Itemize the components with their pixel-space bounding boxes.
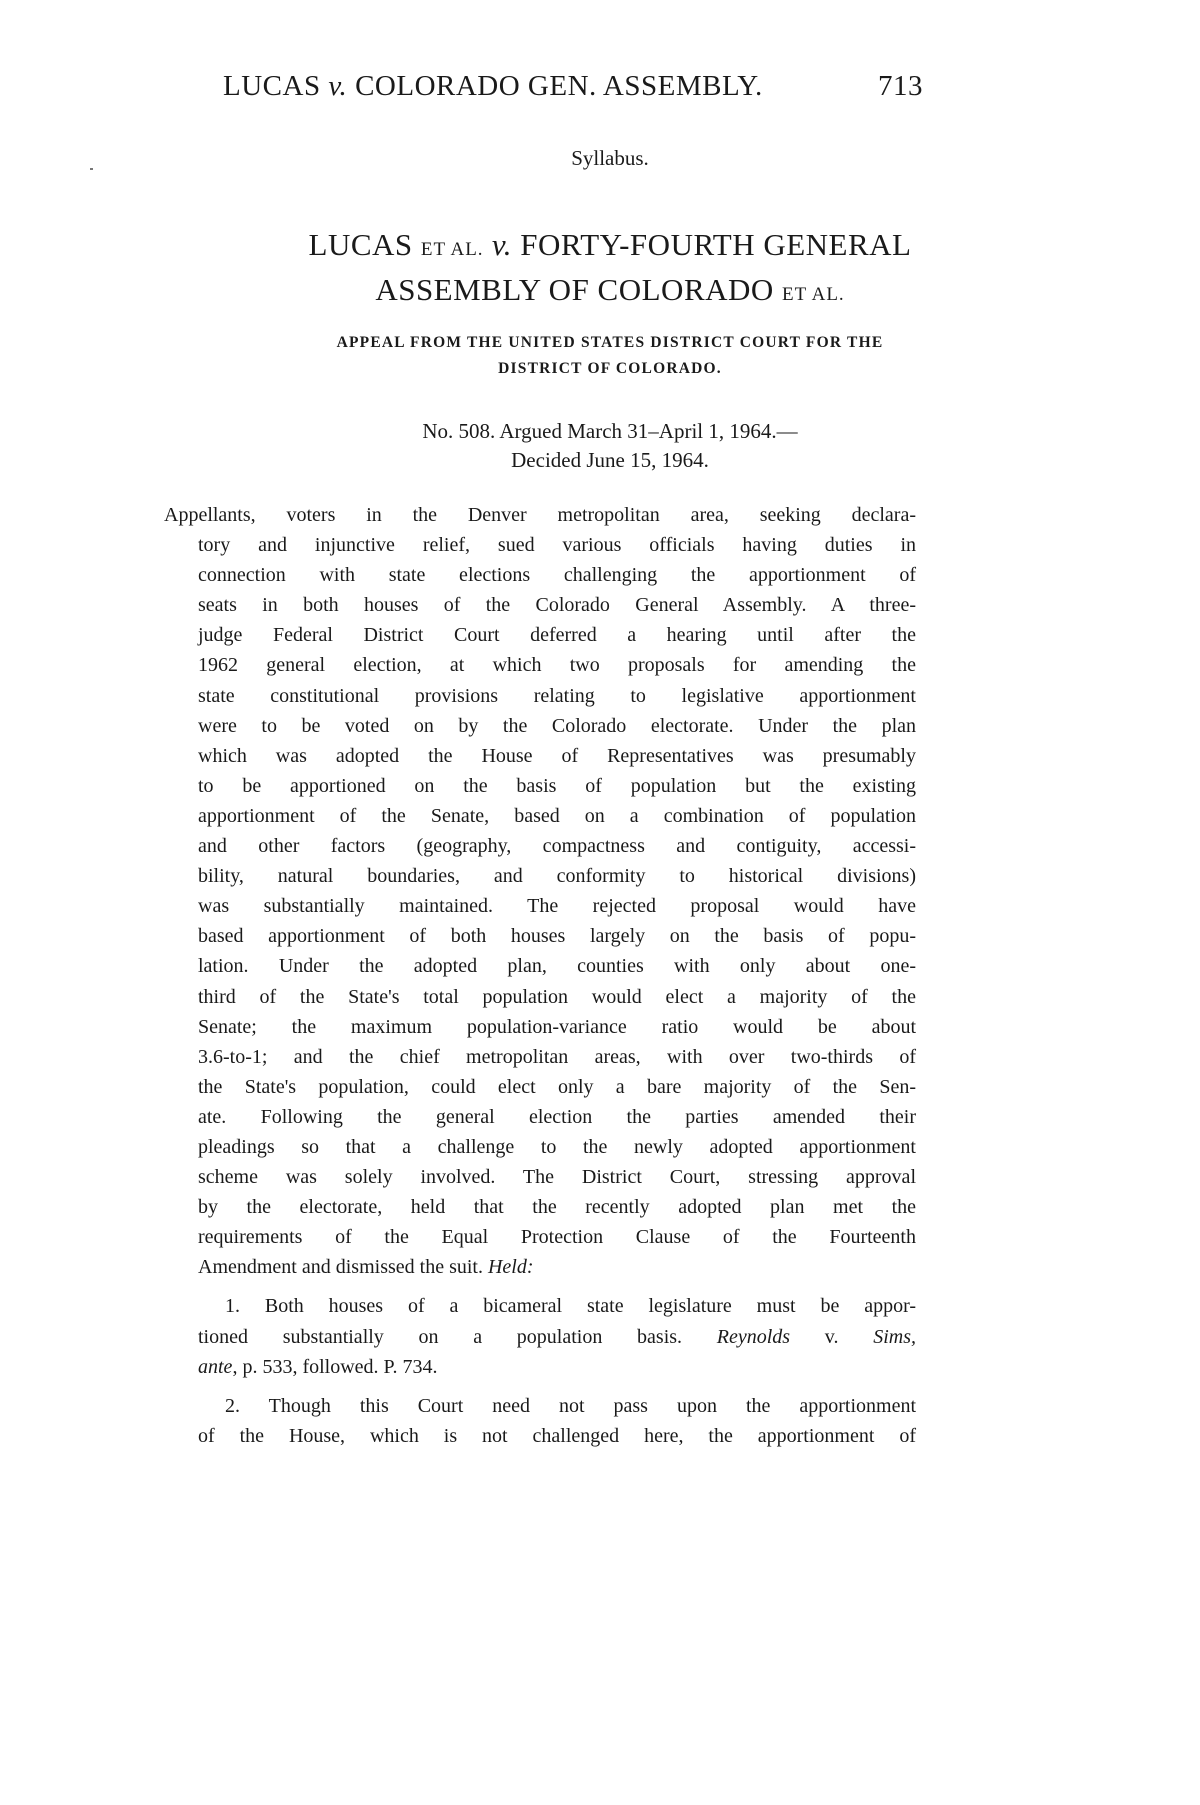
- syllabus-line: the State's population, could elect only a bare majority of the Sen-: [198, 1075, 916, 1098]
- syllabus-line: third of the State's total population would elect a majority of the: [198, 985, 916, 1008]
- case-citation-sims: Sims,: [873, 1325, 916, 1348]
- case-title-party-2: FORTY-FOURTH GENERAL: [520, 227, 912, 262]
- case-title-v: v.: [483, 227, 521, 262]
- syllabus-line: 3.6-to-1; and the chief metropolitan areas, with over two-thirds of: [198, 1045, 916, 1068]
- appeal-line-2: DISTRICT OF COLORADO.: [498, 360, 722, 377]
- syllabus-line: bility, natural boundaries, and conformity to historical divisions): [198, 865, 916, 888]
- point-1-text: tioned substantially on a population basis.: [198, 1325, 717, 1348]
- syllabus-line: requirements of the Equal Protection Clause of the Fourteenth: [198, 1226, 916, 1249]
- case-title-party-2-cont: ASSEMBLY OF COLORADO: [375, 272, 783, 307]
- point-2-line-1: 2. Though this Court need not pass upon the apportionment: [225, 1394, 916, 1417]
- page-number: 713: [878, 70, 923, 102]
- syllabus-line: connection with state elections challenging the apportionment of: [198, 564, 916, 587]
- case-title: [0, 225, 1200, 315]
- argued-line: No. 508. Argued March 31–April 1, 1964.—: [422, 419, 798, 443]
- syllabus-line: by the electorate, held that the recently adopted plan met the: [198, 1196, 916, 1219]
- syllabus-line: 1962 general election, at which two proposals for amending the: [198, 654, 916, 677]
- syllabus-line: scheme was solely involved. The District Court, stressing approval: [198, 1166, 916, 1189]
- syllabus-line: Senate; the maximum population-variance ratio would be about: [198, 1015, 916, 1038]
- syllabus-line: which was adopted the House of Representatives was presumably: [198, 744, 916, 767]
- syllabus-line: state constitutional provisions relating to legislative apportionment: [198, 684, 916, 707]
- case-citation-reynolds: Reynolds: [716, 1325, 791, 1348]
- argued-decided: [0, 417, 1200, 475]
- point-2-line-2: of the House, which is not challenged here, the apportionment of: [198, 1424, 916, 1447]
- point-1-line-2: [164, 1322, 916, 1352]
- syllabus-line: seats in both houses of the Colorado General Assembly. A three-: [198, 594, 916, 617]
- holding-point-2: [164, 1391, 916, 1451]
- decided-line: Decided June 15, 1964.: [511, 448, 709, 472]
- appeal-line-1: APPEAL FROM THE UNITED STATES DISTRICT COURT FOR THE: [336, 334, 884, 351]
- running-head-v: v.: [328, 70, 348, 102]
- syllabus-line: ate. Following the general election the parties amended their: [198, 1105, 916, 1128]
- syllabus-line: and other factors (geography, compactness and contiguity, accessi-: [198, 835, 916, 858]
- syllabus-line: to be apportioned on the basis of population but the existing: [198, 774, 916, 797]
- appeal-heading: [0, 330, 1200, 382]
- syllabus-line: [164, 1252, 916, 1282]
- syllabus-line-text: Amendment and dismissed the suit.: [198, 1256, 488, 1279]
- running-head-left: LUCAS: [223, 70, 329, 102]
- syllabus-line: apportionment of the Senate, based on a combination of population: [198, 804, 916, 827]
- holding-point-1: [164, 1291, 916, 1381]
- point-1-line-1: 1. Both houses of a bicameral state legislature must be appor-: [225, 1295, 916, 1318]
- syllabus-line: Appellants, voters in the Denver metropolitan area, seeking declara-: [164, 504, 916, 526]
- section-label: Syllabus.: [571, 146, 649, 170]
- case-title-etal: ET AL.: [420, 239, 484, 260]
- held-label: Held:: [487, 1256, 534, 1279]
- syllabus-line: pleadings so that a challenge to the newly adopted apportionment: [198, 1135, 916, 1158]
- syllabus-line: lation. Under the adopted plan, counties with only about one-: [198, 955, 916, 978]
- syllabus-line: judge Federal District Court deferred a hearing until after the: [198, 624, 916, 647]
- scan-speck: [90, 168, 93, 170]
- syllabus-line: tory and injunctive relief, sued various officials having duties in: [198, 534, 916, 557]
- running-head: [223, 70, 923, 103]
- case-title-party: LUCAS: [308, 227, 421, 262]
- citation-v: v.: [790, 1325, 874, 1348]
- case-title-line-1: [20, 225, 1200, 270]
- case-title-line-2: [20, 270, 1200, 315]
- syllabus-body: [164, 500, 916, 1451]
- citation-ante: ante: [198, 1355, 233, 1378]
- syllabus-line: were to be voted on by the Colorado electorate. Under the plan: [198, 714, 916, 737]
- syllabus-paragraph: [164, 500, 916, 1282]
- case-title-etal-2: ET AL.: [782, 284, 845, 305]
- syllabus-line: based apportionment of both houses largely on the basis of popu-: [198, 925, 916, 948]
- syllabus-line: was substantially maintained. The rejected proposal would have: [198, 895, 916, 918]
- running-head-right: COLORADO GEN. ASSEMBLY.: [347, 70, 763, 102]
- citation-page: , p. 533, followed. P. 734.: [232, 1355, 438, 1378]
- point-1-line-3: [164, 1352, 916, 1382]
